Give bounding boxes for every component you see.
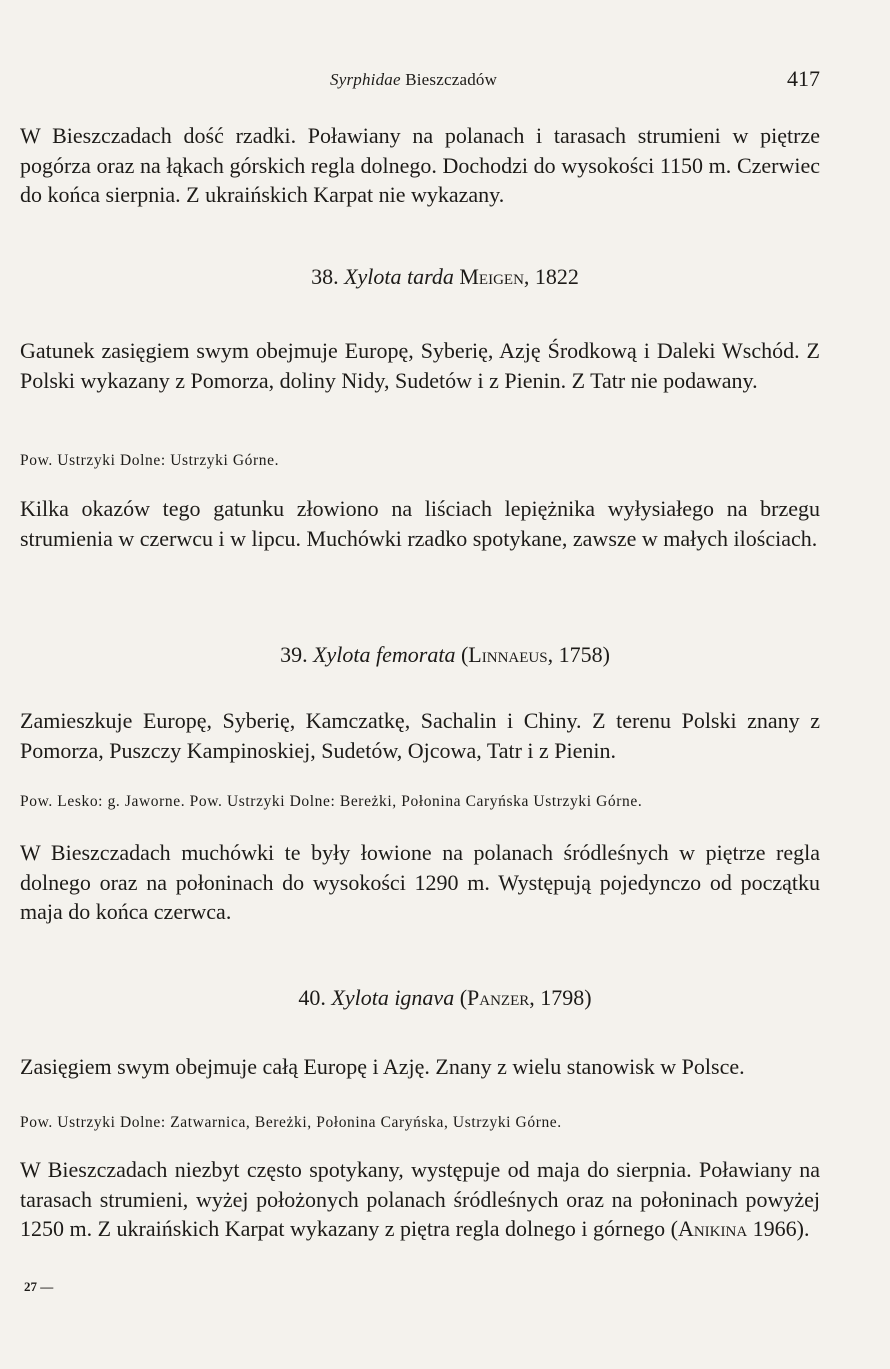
species-year: , 1758 (547, 642, 603, 667)
species-author: Linnaeus (468, 642, 548, 667)
running-head-title (330, 70, 497, 90)
intro-paragraph: W Bieszczadach dość rzadki. Poławiany na polanach i tarasach strumieni w piętrze pogórza oraz na łąkach górskich regla dolnego. Dochodzi do wysokości 1150 m. Czerwiec do końca sierpnia. Z ukraińskich Karpat nie wykazany. (20, 123, 820, 207)
species-notes-text: W Bieszczadach niezbyt często spotykany, występuje od maja do sierpnia. Poławiany na tarasach strumieni, wyżej położonych polanach śródleśnych oraz na połoninach powyżej 1250 m. Z ukraińskich Karpat wykazany z piętra regla dolnego i górnego ( (20, 1157, 820, 1241)
reference-author: Anikina (677, 1216, 748, 1241)
species-number: 40. (298, 985, 326, 1010)
species-name: Xylota femorata (313, 642, 456, 667)
species-author-close-paren: ) (602, 642, 610, 667)
species-number: 38. (311, 264, 339, 289)
species-distribution: Gatunek zasięgiem swym obejmuje Europę, Syberię, Azję Środkową i Daleki Wschód. Z Polski wykazany z Pomorza, doliny Nidy, Sudetów i z Pienin. Z Tatr nie podawany. (20, 338, 820, 393)
species-author: Meigen (459, 264, 524, 289)
species-number: 39. (280, 642, 308, 667)
species-author-open-paren: ( (460, 642, 469, 667)
species-heading-39 (0, 642, 890, 668)
species-name: Xylota ignava (331, 985, 455, 1010)
species-notes: Kilka okazów tego gatunku złowiono na liściach lepiężnika wyłysiałego na brzegu strumienia w czerwcu i w lipcu. Muchówki rzadko spotykane, zawsze w małych ilościach. (20, 496, 820, 551)
species-name: Xylota tarda (344, 264, 454, 289)
running-header (0, 66, 890, 92)
species-heading-40 (0, 985, 890, 1011)
species-year: , 1798 (529, 985, 585, 1010)
species-author-close-paren: ) (584, 985, 592, 1010)
running-head-family: Syrphidae (330, 70, 401, 89)
species-heading-38 (0, 264, 890, 290)
reference-year: 1966). (747, 1216, 810, 1241)
page-number: 417 (787, 66, 820, 91)
species-localities: Pow. Lesko: g. Jaworne. Pow. Ustrzyki Dolne: Bereżki, Połonina Caryńska Ustrzyki Górne. (20, 793, 643, 810)
species-author: Panzer (467, 985, 530, 1010)
species-author-open-paren: ( (459, 985, 468, 1010)
species-distribution: Zamieszkuje Europę, Syberię, Kamczatkę, Sachalin i Chiny. Z terenu Polski znany z Pomorza, Puszczy Kampinoskiej, Sudetów, Ojcowa, Tatr i z Pienin. (20, 708, 820, 763)
species-localities: Pow. Ustrzyki Dolne: Zatwarnica, Bereżki, Połonina Caryńska, Ustrzyki Górne. (20, 1114, 562, 1131)
species-distribution: Zasięgiem swym obejmuje całą Europę i Azję. Znany z wielu stanowisk w Polsce. (20, 1054, 745, 1079)
species-notes: W Bieszczadach muchówki te były łowione na polanach śródleśnych w piętrze regla dolnego oraz na połoninach do wysokości 1290 m. Występują pojedynczo od początku maja do końca czerwca. (20, 840, 820, 924)
species-notes (20, 1155, 820, 1244)
species-localities: Pow. Ustrzyki Dolne: Ustrzyki Górne. (20, 452, 280, 469)
running-head-region: Bieszczadów (405, 70, 498, 89)
signature-mark: 27 — (24, 1279, 54, 1294)
species-year: , 1822 (523, 264, 579, 289)
